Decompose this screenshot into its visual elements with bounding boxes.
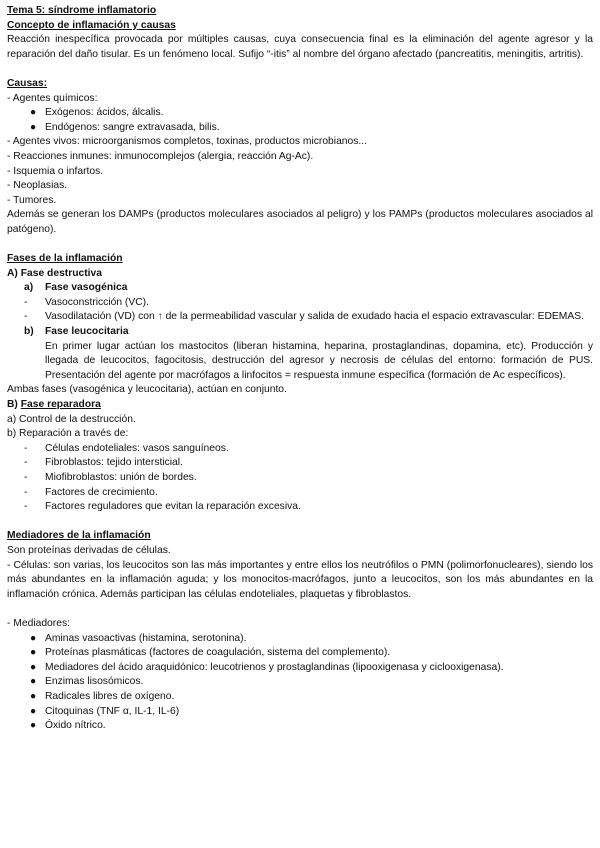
list-item [7,719,593,734]
list-item [7,500,593,515]
list-item-text: Fibroblastos: tejido intersticial. [45,457,183,469]
list-item-text: Citoquinas (TNF α, IL-1, IL-6) [45,705,180,717]
list-item-text: Mediadores del ácido araquidónico: leucotrienos y prostaglandinas (lipooxigenasa y ciclooxigenasa). [45,661,504,673]
fase-reparadora-prefix: B) [7,399,21,411]
reparacion-line: b) Reparación a través de: [7,428,129,440]
list-item-text: Vasoconstricción (VC). [45,296,149,308]
list-item-text: Radicales libres de oxígeno. [45,690,175,702]
mediadores-label: - Mediadores: [7,617,70,629]
list-item-text: Proteínas plasmáticas (factores de coagulación, sistema del complemento). [45,647,391,659]
causas-line: - Agentes vivos: microorganismos completos, toxinas, productos microbianos... [7,136,367,148]
bullet-icon: ● [30,705,37,717]
causas-line: - Tumores. [7,194,57,206]
mediadores-celulas-paragraph: - Células: son varias, los leucocitos son las más importantes y entre ellos los neutrófilos o PMN (polimorfonucleares), siendo los más abundantes en la inflamación aguda; y los monocitos-macrófagos, junto a leucocitos, son los más abundantes en la inflamación crónica. Además participan las células endoteliales, plaquetas y fibroblastos. [7,559,593,600]
fase-vasogenica-heading [7,281,593,296]
spacer [7,238,593,253]
fase-vasogenica-title: Fase vasogénica [45,282,128,294]
list-item-text: Factores reguladores que evitan la reparación excesiva. [45,501,301,513]
list-item [7,690,593,705]
fase-leucocitaria-heading [7,325,593,340]
concepto-paragraph: Reacción inespecífica provocada por múltiples causas, cuya consecuencia final es la eliminación del agente agresor y la reparación del daño tisular. Es un fenómeno local. Sufijo “-itis” al nombre del órgano afectado (pancreatitis, meningitis, artritis). [7,34,593,60]
ambas-fases-line: Ambas fases (vasogénica y leucocitaria), actúan en conjunto. [7,384,287,396]
dash-icon: - [24,472,28,483]
bullet-icon: ● [30,720,37,732]
fases-heading: Fases de la inflamación [7,253,123,265]
list-item [7,121,593,136]
list-item [7,310,593,325]
list-item-text: Factores de crecimiento. [45,486,158,498]
concepto-heading: Concepto de inflamación y causas [7,19,176,31]
fase-leucocitaria-letter: b) [24,326,34,338]
list-item [7,296,593,311]
causas-line: - Isquemia o infartos. [7,165,104,177]
damps-paragraph: Además se generan los DAMPs (productos moleculares asociados al peligro) y los PAMPs (productos moleculares asociados al patógeno). [7,209,593,235]
dash-icon: - [24,442,28,454]
dash-icon: - [24,296,28,308]
dash-icon: - [24,311,28,323]
spacer [7,602,593,617]
list-item [7,442,593,457]
list-item [7,106,593,121]
list-item-text: Óxido nítrico. [45,720,106,732]
bullet-icon: ● [30,121,37,133]
causas-heading: Causas: [7,77,48,89]
list-item [7,705,593,720]
fase-vasogenica-letter: a) [24,282,34,294]
fase-reparadora-title: Fase reparadora [20,399,101,411]
dash-icon: - [24,457,28,469]
bullet-icon: ● [30,647,37,659]
list-item [7,486,593,501]
causas-line: - Reacciones inmunes: inmunocomplejos (alergia, reacción Ag-Ac). [7,150,314,162]
causas-quimicos-label: - Agentes químicos: [7,92,98,104]
fase-reparadora-heading [7,398,593,413]
tema-title: Tema 5: síndrome inflamatorio [7,5,157,16]
dash-icon: - [24,501,28,513]
spacer [7,62,593,77]
control-line: a) Control de la destrucción. [7,413,136,425]
bullet-icon: ● [30,661,37,673]
bullet-icon: ● [30,676,37,688]
list-item [7,471,593,486]
list-item-text: Células endoteliales: vasos sanguíneos. [45,442,229,454]
mediadores-heading: Mediadores de la inflamación [7,530,151,542]
list-item [7,632,593,647]
fase-leucocitaria-paragraph: En primer lugar actúan los mastocitos (liberan histamina, heparina, prostaglandinas, dopamina, etc). Producción y llegada de leucocitos, fagocitosis, destrucción del agresor y necrosis de células del entorno: formación de PUS. Presentación del agente por macrófagos a linfocitos = respuesta inmune específica (formación de Ac específicos). [45,340,593,381]
list-item-text: Aminas vasoactivas (histamina, serotonina). [45,632,247,644]
spacer [7,515,593,530]
list-item-text: Exógenos: ácidos, álcalis. [45,107,164,119]
list-item-text: Miofibroblastos: unión de bordes. [45,472,197,483]
fase-destructiva-label: A) Fase destructiva [7,267,102,279]
mediadores-intro: Son proteínas derivadas de células. [7,544,171,556]
list-item [7,661,593,676]
dash-icon: - [24,486,28,498]
causas-line: - Neoplasias. [7,180,68,192]
list-item-text: Vasodilatación (VD) con ↑ de la permeabilidad vascular y salida de exudado hacia el espacio extravascular: EDEMAS. [45,311,584,323]
bullet-icon: ● [30,632,37,644]
list-item-text: Endógenos: sangre extravasada, bilis. [45,121,220,133]
list-item [7,646,593,661]
bullet-icon: ● [30,690,37,702]
bullet-icon: ● [30,107,37,119]
list-item [7,675,593,690]
fase-leucocitaria-title: Fase leucocitaria [45,326,129,338]
list-item-text: Enzimas lisosómicos. [45,676,144,688]
list-item [7,456,593,471]
